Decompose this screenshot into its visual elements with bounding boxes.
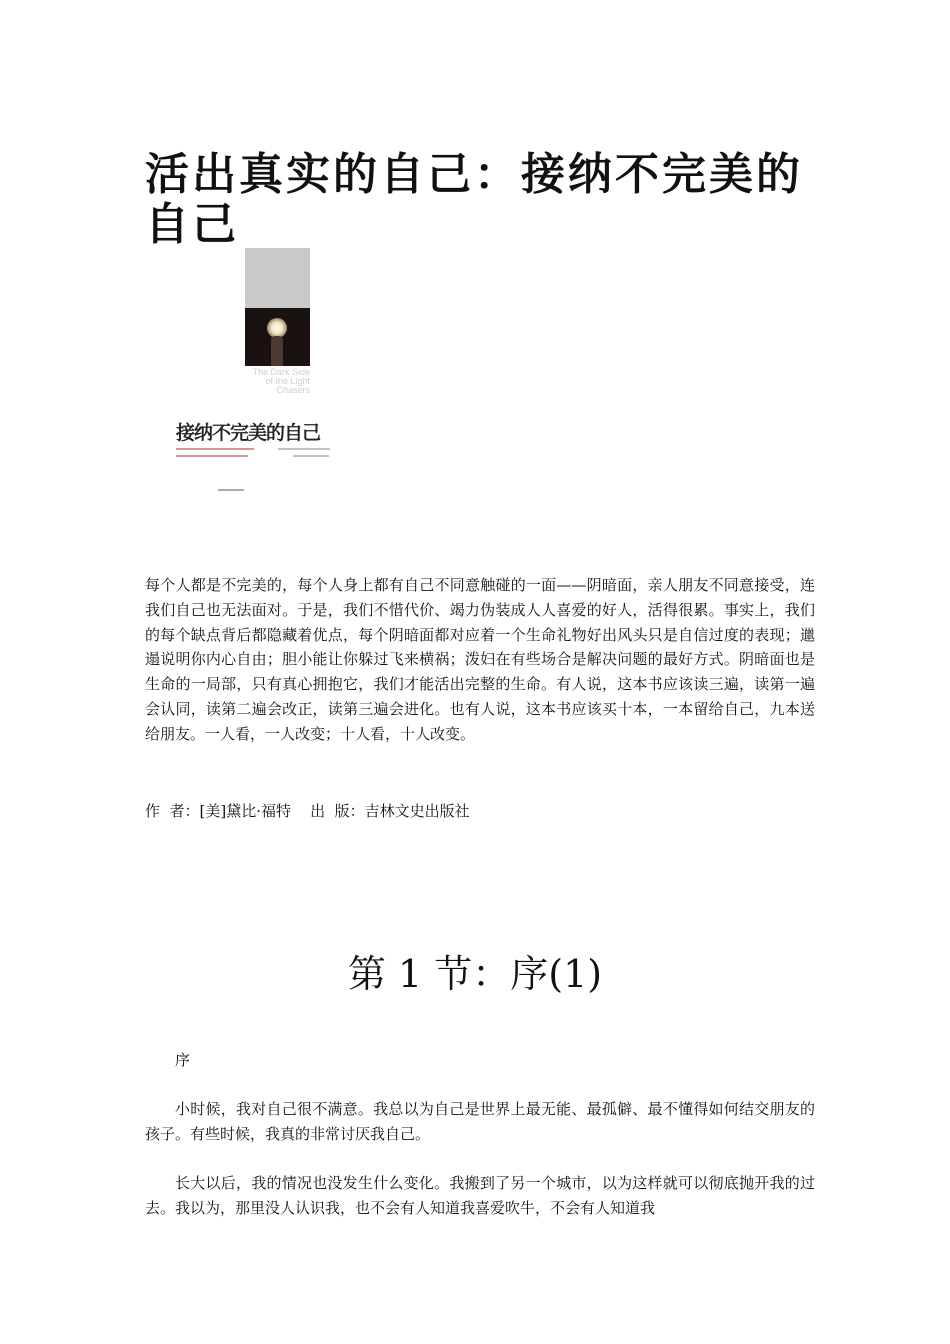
book-meta: 作 者：[美]黛比·福特 出 版：吉林文史出版社 — [145, 802, 470, 820]
cover-publisher-line — [218, 489, 244, 491]
cover-light-orb — [267, 318, 287, 338]
cover-translator-line — [293, 455, 329, 457]
cover-blurb-line — [176, 455, 248, 457]
section-heading: 第 1 节：序(1) — [347, 952, 603, 996]
book-description: 每个人都是不完美的，每个人身上都有自己不同意触碰的一面——阴暗面，亲人朋友不同意接受，连我们自己也无法面对。于是，我们不惜代价、竭力伪装成人人喜爱的好人，活得很累。事实上，我们的每个缺点背后都隐藏着优点，每个阴暗面都对应着一个生命礼物好出风头只是自信过度的表现；邋遢说明你内心自由；胆小能让你躲过飞来横祸；泼妇在有些场合是解决问题的最好方式。阴暗面也是生命的一局部，只有真心拥抱它，我们才能活出完整的生命。有人说，这本书应该读三遍，读第一遍会认同，读第二遍会改正，读第三遍会进化。也有人说，这本书应该买十本，一本留给自己，九本送给朋友。一人看，一人改变；十人看，十人改变。 — [145, 576, 815, 743]
body-paragraph: 小时候，我对自己很不满意。我总以为自己是世界上最无能、最孤僻、最不懂得如何结交朋友的孩子。有些时候，我真的非常讨厌我自己。 — [145, 1100, 815, 1143]
cover-chinese-title: 接纳不完美的自己 — [176, 422, 321, 444]
cover-gray-band — [245, 248, 310, 308]
cover-english-title: The Dark Side of the Light Chasers — [252, 367, 310, 395]
book-title: 活出真实的自己：接纳不完美的自己 — [145, 149, 803, 250]
cover-figure — [271, 336, 283, 366]
cover-author-line — [278, 448, 330, 450]
book-cover-image — [168, 248, 343, 498]
preface-label: 序 — [175, 1051, 191, 1069]
body-paragraph: 长大以后，我的情况也没发生什么变化。我搬到了另一个城市，以为这样就可以彻底抛开我的过去。我以为，那里没人认识我，也不会有人知道我喜爱吹牛，不会有人知道我 — [145, 1174, 815, 1217]
cover-blurb-line — [176, 448, 254, 450]
cover-photo — [245, 308, 310, 366]
